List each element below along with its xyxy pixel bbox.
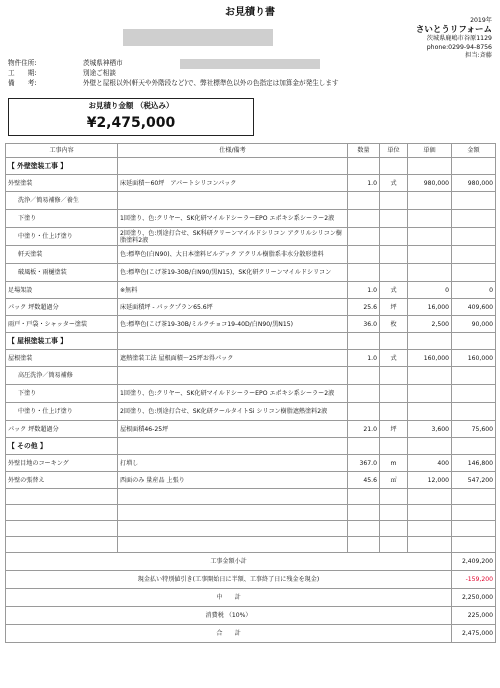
table-row	[6, 472, 496, 489]
sub-item-row	[6, 210, 496, 228]
item-qty	[348, 264, 380, 282]
item-unit	[380, 403, 408, 421]
col-header: 仕様/備考	[118, 144, 348, 158]
document-title: お見積り書	[225, 7, 275, 18]
item-price: 3,600	[408, 421, 452, 438]
sub-item-row	[6, 228, 496, 246]
item-spec	[118, 367, 348, 385]
col-header: 単価	[408, 144, 452, 158]
item-spec: 1回塗り、色:クリヤー、SK化研マイルドシーラーEPO エポキシ系シーラー2液	[118, 385, 348, 403]
table-header	[6, 144, 496, 158]
item-name: 洗浄／簡易補修／養生	[6, 192, 118, 210]
empty-cell	[118, 521, 348, 537]
item-amount	[452, 210, 496, 228]
item-amount	[452, 367, 496, 385]
table-row	[6, 175, 496, 192]
empty-cell	[408, 521, 452, 537]
item-qty	[348, 385, 380, 403]
issue-date: 2019年	[470, 17, 492, 24]
item-price	[408, 228, 452, 246]
item-name: 破風板・雨樋塗装	[6, 264, 118, 282]
sub-item-row	[6, 385, 496, 403]
table-row	[6, 282, 496, 299]
summary-row	[6, 571, 496, 589]
item-amount	[452, 403, 496, 421]
item-price	[408, 246, 452, 264]
table-row	[6, 316, 496, 333]
empty-cell	[408, 489, 452, 505]
item-name: 軒天塗装	[6, 246, 118, 264]
col-header: 数量	[348, 144, 380, 158]
item-spec: 床延面積坪 - パックプラン65.6坪	[118, 299, 348, 316]
empty-cell	[380, 505, 408, 521]
table-row	[6, 299, 496, 316]
item-name: 足場架設	[6, 282, 118, 299]
empty-cell	[380, 489, 408, 505]
blank-row	[6, 505, 496, 521]
item-unit: 式	[380, 282, 408, 299]
item-price	[408, 385, 452, 403]
empty-cell	[118, 438, 348, 455]
summary-row	[6, 607, 496, 625]
estimate-table	[5, 143, 496, 643]
item-amount: 980,000	[452, 175, 496, 192]
item-qty: 25.6	[348, 299, 380, 316]
empty-cell	[380, 537, 408, 553]
empty-cell	[118, 489, 348, 505]
empty-cell	[6, 489, 118, 505]
item-name: 屋根塗装	[6, 350, 118, 367]
item-price: 16,000	[408, 299, 452, 316]
item-amount	[452, 228, 496, 246]
item-price: 2,500	[408, 316, 452, 333]
item-unit: m	[380, 455, 408, 472]
item-spec: 色:標準色(こげ茶19-30B/白N90/黒N15)、SK化研クリーンマイルドシリコン	[118, 264, 348, 282]
item-amount	[452, 246, 496, 264]
sub-item-row	[6, 246, 496, 264]
item-qty: 1.0	[348, 175, 380, 192]
estimate-total-box	[8, 98, 254, 136]
item-name: 高圧洗浄／簡易補修	[6, 367, 118, 385]
item-unit	[380, 228, 408, 246]
item-amount: 90,000	[452, 316, 496, 333]
empty-cell	[348, 333, 380, 350]
empty-cell	[118, 158, 348, 175]
estimate-total-label: お見積り金額 （税込み）	[88, 101, 174, 110]
empty-cell	[452, 489, 496, 505]
item-name: パック 坪数超過分	[6, 421, 118, 438]
item-qty	[348, 403, 380, 421]
item-price: 0	[408, 282, 452, 299]
project-info	[8, 58, 478, 88]
summary-label: 消費税 （10%）	[6, 607, 452, 625]
item-qty: 36.0	[348, 316, 380, 333]
period-label: 工 期:	[8, 69, 37, 77]
item-spec: 2回塗り、色:別途打合せ、SK科研クリーンマイルドシリコン アクリルシリコン樹脂塗料2液	[118, 228, 348, 246]
empty-cell	[408, 505, 452, 521]
item-amount	[452, 192, 496, 210]
item-qty	[348, 246, 380, 264]
item-name: パック 坪数超過分	[6, 299, 118, 316]
empty-cell	[408, 438, 452, 455]
summary-label: 中 計	[6, 589, 452, 607]
item-name: 外壁目地のコーキング	[6, 455, 118, 472]
item-amount: 160,000	[452, 350, 496, 367]
item-price: 12,000	[408, 472, 452, 489]
item-unit	[380, 246, 408, 264]
summary-amount: 2,250,000	[452, 589, 496, 607]
item-spec: 2回塗り、色:別途打合せ、SK化研クールタイトSi シリコン樹脂遮熱塗料2液	[118, 403, 348, 421]
summary-label: 合 計	[6, 625, 452, 643]
item-price: 400	[408, 455, 452, 472]
sub-item-row	[6, 192, 496, 210]
item-spec: 1回塗り、色:クリヤー、SK化研マイルドシーラーEPO エポキシ系シーラー2液	[118, 210, 348, 228]
item-name: 雨戸・戸袋・シャッター塗装	[6, 316, 118, 333]
item-spec: 色:標準色(白N90)、大日本塗料ビルデック アクリル樹脂系非水分散形塗料	[118, 246, 348, 264]
item-amount	[452, 385, 496, 403]
blank-row	[6, 521, 496, 537]
item-qty	[348, 228, 380, 246]
empty-cell	[452, 158, 496, 175]
item-spec: ※無料	[118, 282, 348, 299]
item-price	[408, 403, 452, 421]
item-qty: 1.0	[348, 350, 380, 367]
item-price	[408, 210, 452, 228]
blank-row	[6, 537, 496, 553]
empty-cell	[6, 521, 118, 537]
company-block	[416, 17, 492, 61]
item-spec: 屋根面積46-25坪	[118, 421, 348, 438]
item-amount: 409,600	[452, 299, 496, 316]
empty-cell	[408, 333, 452, 350]
item-amount	[452, 264, 496, 282]
empty-cell	[380, 438, 408, 455]
period-value: 別途ご相談	[83, 69, 116, 77]
summary-body	[6, 553, 496, 643]
item-name: 外壁塗装	[6, 175, 118, 192]
summary-row	[6, 553, 496, 571]
empty-cell	[118, 505, 348, 521]
sub-item-row	[6, 264, 496, 282]
section-title: 【 その他 】	[6, 438, 118, 455]
empty-cell	[380, 333, 408, 350]
item-unit: 坪	[380, 299, 408, 316]
item-spec: 床延面積～60坪 アパートシリコンパック	[118, 175, 348, 192]
table-body	[6, 158, 496, 553]
item-unit: 式	[380, 175, 408, 192]
empty-cell	[452, 537, 496, 553]
note-label: 備 考:	[8, 79, 37, 87]
item-name: 中塗り・仕上げ塗り	[6, 228, 118, 246]
item-name: 外壁の張替え	[6, 472, 118, 489]
empty-cell	[380, 521, 408, 537]
empty-cell	[118, 537, 348, 553]
table-row	[6, 421, 496, 438]
item-spec: 色:標準色(こげ茶19-30B/ミルクチョコ19-40D/白N90/黒N15)	[118, 316, 348, 333]
item-amount: 146,800	[452, 455, 496, 472]
item-spec: 西面のみ 量産品 上張り	[118, 472, 348, 489]
item-price	[408, 367, 452, 385]
item-name: 下塗り	[6, 385, 118, 403]
item-price: 980,000	[408, 175, 452, 192]
section-row	[6, 438, 496, 455]
item-amount: 75,600	[452, 421, 496, 438]
empty-cell	[348, 537, 380, 553]
item-spec: 打増し	[118, 455, 348, 472]
company-name: さいとうリフォーム	[415, 25, 492, 36]
site-value: 茨城県神栖市	[83, 59, 123, 67]
item-unit: ㎡	[380, 472, 408, 489]
col-header: 単位	[380, 144, 408, 158]
company-phone: phone:0299-94-8756	[426, 43, 492, 51]
empty-cell	[408, 537, 452, 553]
item-qty: 45.6	[348, 472, 380, 489]
summary-row	[6, 589, 496, 607]
table-row	[6, 350, 496, 367]
summary-amount: -159,200	[452, 571, 496, 589]
empty-cell	[348, 505, 380, 521]
item-price: 160,000	[408, 350, 452, 367]
empty-cell	[6, 537, 118, 553]
item-qty	[348, 367, 380, 385]
note-value: 外壁と屋根以外(軒天や外階段など)で、弊社標準色以外の色指定は加算金が発生します	[83, 79, 339, 87]
empty-cell	[118, 333, 348, 350]
customer-name-redacted	[123, 29, 273, 46]
summary-amount: 2,475,000	[452, 625, 496, 643]
empty-cell	[348, 489, 380, 505]
item-price	[408, 192, 452, 210]
item-spec	[118, 192, 348, 210]
section-row	[6, 333, 496, 350]
empty-cell	[408, 158, 452, 175]
item-qty: 1.0	[348, 282, 380, 299]
summary-label: 現金払い特別値引き(工事開始日に半額、工事終了日に残金を現金)	[6, 571, 452, 589]
empty-cell	[452, 521, 496, 537]
empty-cell	[452, 505, 496, 521]
empty-cell	[348, 438, 380, 455]
item-unit: 坪	[380, 421, 408, 438]
item-name: 中塗り・仕上げ塗り	[6, 403, 118, 421]
item-unit	[380, 264, 408, 282]
empty-cell	[348, 158, 380, 175]
estimate-total-amount: ¥2,475,000	[86, 115, 176, 131]
summary-amount: 225,000	[452, 607, 496, 625]
item-name: 下塗り	[6, 210, 118, 228]
col-header: 工事内容	[6, 144, 118, 158]
sub-item-row	[6, 403, 496, 421]
item-unit	[380, 192, 408, 210]
empty-cell	[348, 521, 380, 537]
section-title: 【 屋根塗装工事 】	[6, 333, 118, 350]
item-unit: 式	[380, 350, 408, 367]
item-unit	[380, 385, 408, 403]
section-title: 【 外壁塗装工事 】	[6, 158, 118, 175]
site-label: 物件住所:	[8, 59, 37, 67]
staff-name: 担当:斉藤	[465, 52, 492, 60]
company-address: 茨城県鹿嶋市谷原1129	[426, 35, 492, 43]
item-unit: 枚	[380, 316, 408, 333]
item-qty: 367.0	[348, 455, 380, 472]
item-unit	[380, 367, 408, 385]
summary-row	[6, 625, 496, 643]
item-amount: 547,200	[452, 472, 496, 489]
empty-cell	[380, 158, 408, 175]
item-amount: 0	[452, 282, 496, 299]
empty-cell	[452, 438, 496, 455]
item-unit	[380, 210, 408, 228]
summary-label: 工事金額小計	[6, 553, 452, 571]
item-price	[408, 264, 452, 282]
summary-amount: 2,409,200	[452, 553, 496, 571]
empty-cell	[452, 333, 496, 350]
item-spec: 遮熱塗装工法 屋根面積～25坪お得パック	[118, 350, 348, 367]
empty-cell	[6, 505, 118, 521]
item-qty: 21.0	[348, 421, 380, 438]
blank-row	[6, 489, 496, 505]
table-row	[6, 455, 496, 472]
item-qty	[348, 210, 380, 228]
col-header: 金額	[452, 144, 496, 158]
section-row	[6, 158, 496, 175]
item-qty	[348, 192, 380, 210]
sub-item-row	[6, 367, 496, 385]
